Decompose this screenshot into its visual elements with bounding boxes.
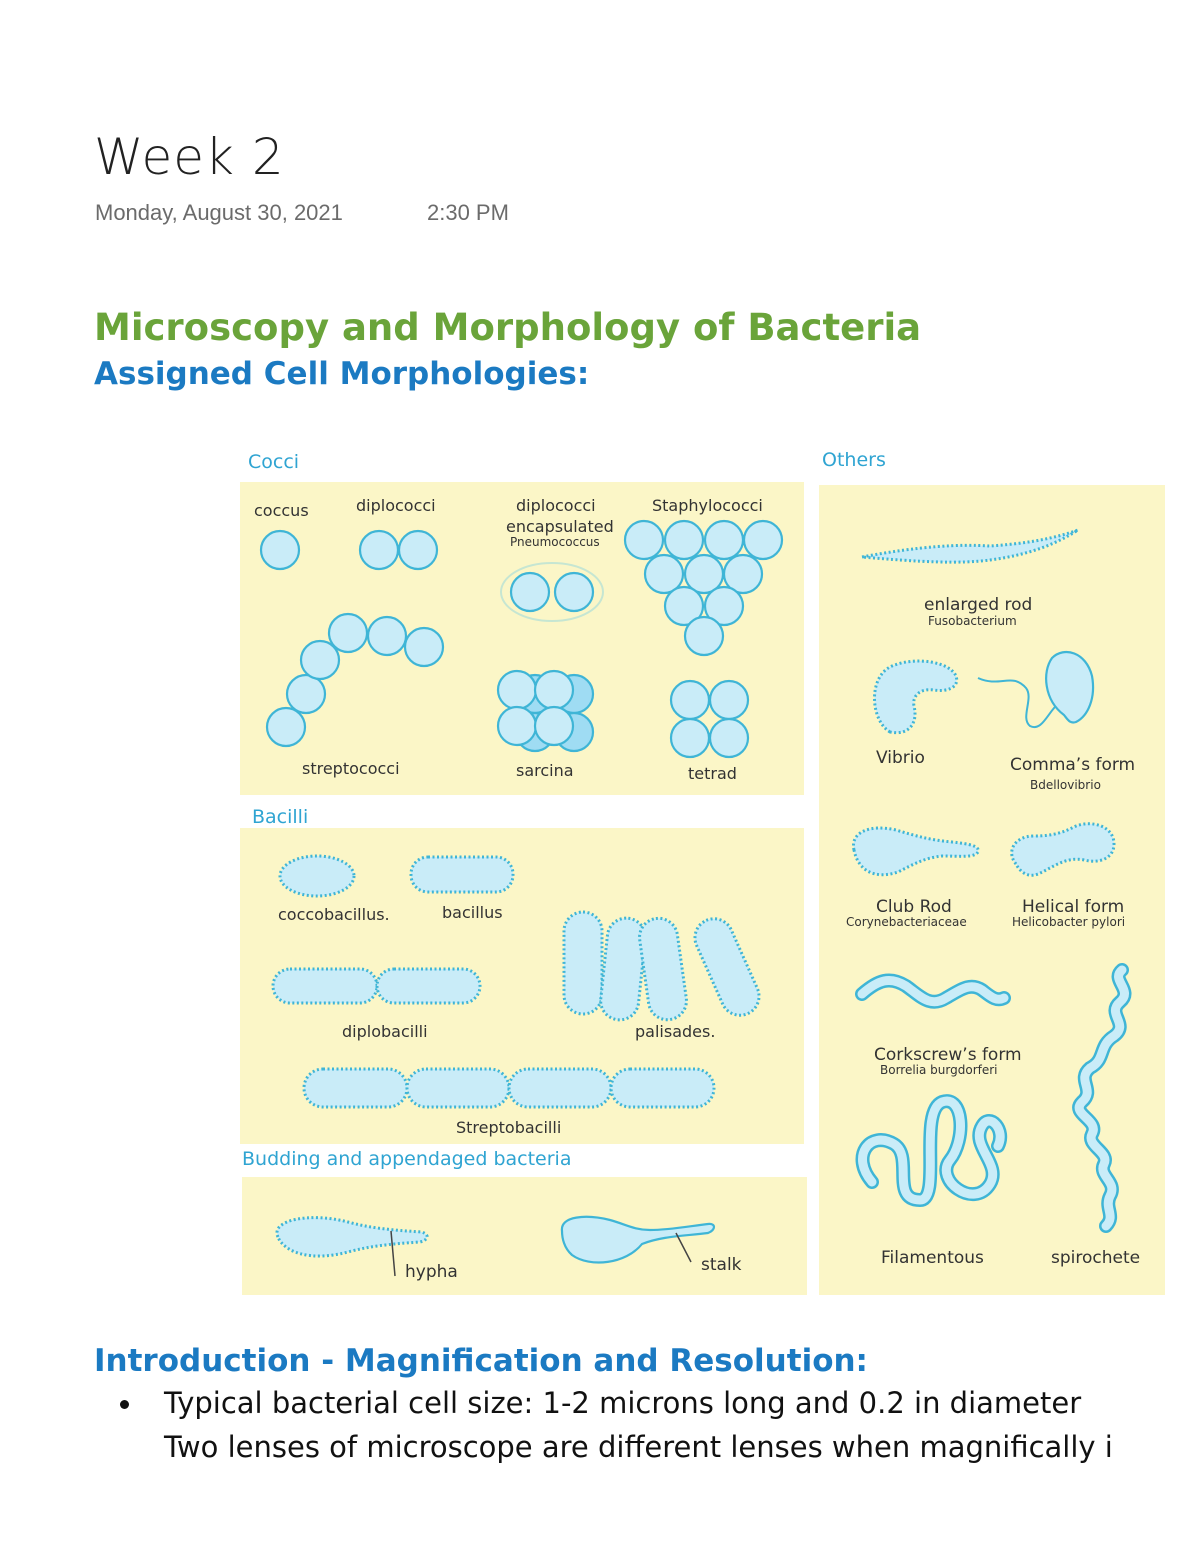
section-title-others: Others	[822, 449, 886, 471]
section-title-cocci: Cocci	[248, 451, 300, 473]
label-fusobacterium: Fusobacterium	[928, 614, 1017, 628]
diplobacilli-cell	[273, 969, 377, 1003]
bacteria-morphology-figure	[230, 440, 1175, 1302]
page-meta	[95, 200, 509, 226]
label-streptococci: streptococci	[302, 759, 400, 778]
page-date: Monday, August 30, 2021	[95, 200, 343, 225]
list-item-cut-off	[118, 1430, 1158, 1464]
label-hypha: hypha	[405, 1262, 458, 1282]
list-item-text: Typical bacterial cell size: 1-2 microns long and 0.2 in diameter	[164, 1386, 1082, 1420]
label-enlarged-rod: enlarged rod	[924, 595, 1033, 615]
label-tetrad: tetrad	[688, 764, 737, 783]
encapsulated-cell	[555, 573, 593, 611]
list-item	[118, 1386, 1158, 1420]
label-helical-form: Helical form	[1022, 897, 1125, 917]
label-coccobacillus: coccobacillus.	[278, 905, 390, 924]
section-title-budding: Budding and appendaged bacteria	[242, 1148, 572, 1170]
label-staphylococci: Staphylococci	[652, 496, 763, 515]
diplococci-cell	[399, 531, 437, 569]
diplobacilli-cell	[377, 969, 480, 1003]
label-streptobacilli: Streptobacilli	[456, 1118, 562, 1137]
intro-bullet-list	[118, 1386, 1158, 1436]
coccobacillus-cell	[280, 856, 354, 896]
bacillus-cell	[411, 857, 513, 892]
encapsulated-cell	[511, 573, 549, 611]
label-filamentous: Filamentous	[881, 1248, 984, 1268]
diplococci-cell	[360, 531, 398, 569]
label-pneumococcus: Pneumococcus	[510, 535, 600, 549]
section-heading-main: Microscopy and Morphology of Bacteria	[94, 306, 922, 349]
label-encapsulated: encapsulated	[506, 517, 614, 536]
sarcina-cube	[498, 671, 593, 751]
label-bacillus: bacillus	[442, 903, 503, 922]
label-stalk: stalk	[701, 1255, 742, 1275]
label-sarcina: sarcina	[516, 761, 574, 780]
coccus-cell	[261, 531, 299, 569]
section-title-bacilli: Bacilli	[252, 806, 309, 828]
label-spirochete: spirochete	[1051, 1248, 1141, 1268]
label-vibrio: Vibrio	[876, 748, 925, 768]
page-time: 2:30 PM	[427, 200, 509, 225]
label-corynebacteriaceae: Corynebacteriaceae	[846, 915, 967, 929]
label-palisades: palisades.	[635, 1022, 716, 1041]
label-commas-form: Comma’s form	[1010, 755, 1136, 775]
label-bdellovibrio: Bdellovibrio	[1030, 778, 1101, 792]
section-heading-assigned: Assigned Cell Morphologies:	[94, 356, 590, 392]
label-coccus: coccus	[254, 501, 309, 520]
section-heading-intro: Introduction - Magnification and Resolution:	[94, 1343, 868, 1379]
label-corkscrew: Corkscrew’s form	[874, 1045, 1022, 1065]
label-helicobacter: Helicobacter pylori	[1012, 915, 1126, 929]
label-club-rod: Club Rod	[876, 897, 952, 917]
page-title: Week 2	[94, 128, 285, 186]
list-item-text: Two lenses of microscope are different lenses when magnifically i	[164, 1430, 1113, 1464]
bullet-icon	[120, 1400, 129, 1409]
morphology-diagram	[230, 440, 1175, 1302]
label-diplobacilli: diplobacilli	[342, 1022, 428, 1041]
label-borrelia: Borrelia burgdorferi	[880, 1063, 998, 1077]
label-diplococci: diplococci	[356, 496, 436, 515]
label-diplococci-enc: diplococci	[516, 496, 596, 515]
